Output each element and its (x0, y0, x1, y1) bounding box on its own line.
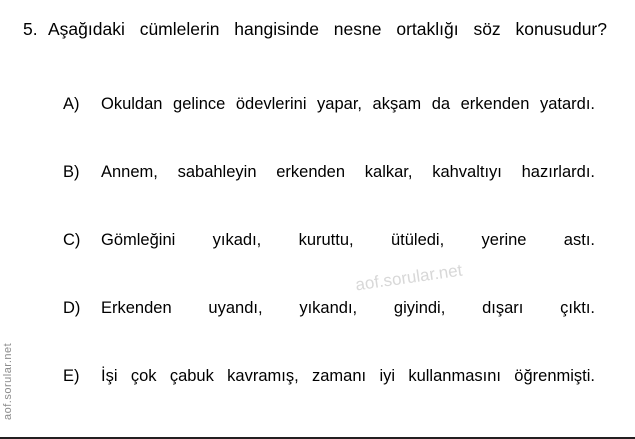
question-row (18, 14, 617, 74)
option-c-text (101, 226, 595, 282)
center-watermark: aof.sorular.net (354, 260, 464, 295)
option-a-letter: A) (63, 95, 80, 113)
options-list (18, 90, 617, 418)
option-d-text (101, 294, 595, 350)
option-c-text-inner: Gömleğini yıkadı, kuruttu, ütüledi, yerine astı. (101, 231, 595, 249)
option-e[interactable] (63, 362, 595, 418)
option-a[interactable] (63, 90, 595, 146)
question-text (48, 14, 617, 74)
question-number: 5. (23, 19, 38, 39)
option-b-text-inner: Annem, sabahleyin erkenden kalkar, kahvaltıyı hazırlardı. (101, 163, 595, 181)
option-e-letter: E) (63, 367, 80, 385)
option-c[interactable] (63, 226, 595, 282)
option-d[interactable] (63, 294, 595, 350)
option-d-letter: D) (63, 299, 81, 317)
option-a-text-inner: Okuldan gelince ödevlerini yapar, akşam da erkenden yatardı. (101, 95, 595, 113)
question-block (18, 14, 617, 430)
option-c-letter: C) (63, 231, 81, 249)
option-e-text-inner: İşi çok çabuk kavramış, zamanı iyi kullanmasını öğrenmişti. (101, 367, 595, 385)
side-watermark: aof.sorular.net (2, 342, 14, 420)
option-b[interactable] (63, 158, 595, 214)
option-b-letter: B) (63, 163, 80, 181)
option-d-text-inner: Erkenden uyandı, yıkandı, giyindi, dışarı çıktı. (101, 299, 595, 317)
option-a-text (101, 90, 595, 146)
option-e-text (101, 362, 595, 418)
option-b-text (101, 158, 595, 214)
question-text-inner: Aşağıdaki cümlelerin hangisinde nesne ortaklığı söz konusudur? (48, 19, 607, 39)
